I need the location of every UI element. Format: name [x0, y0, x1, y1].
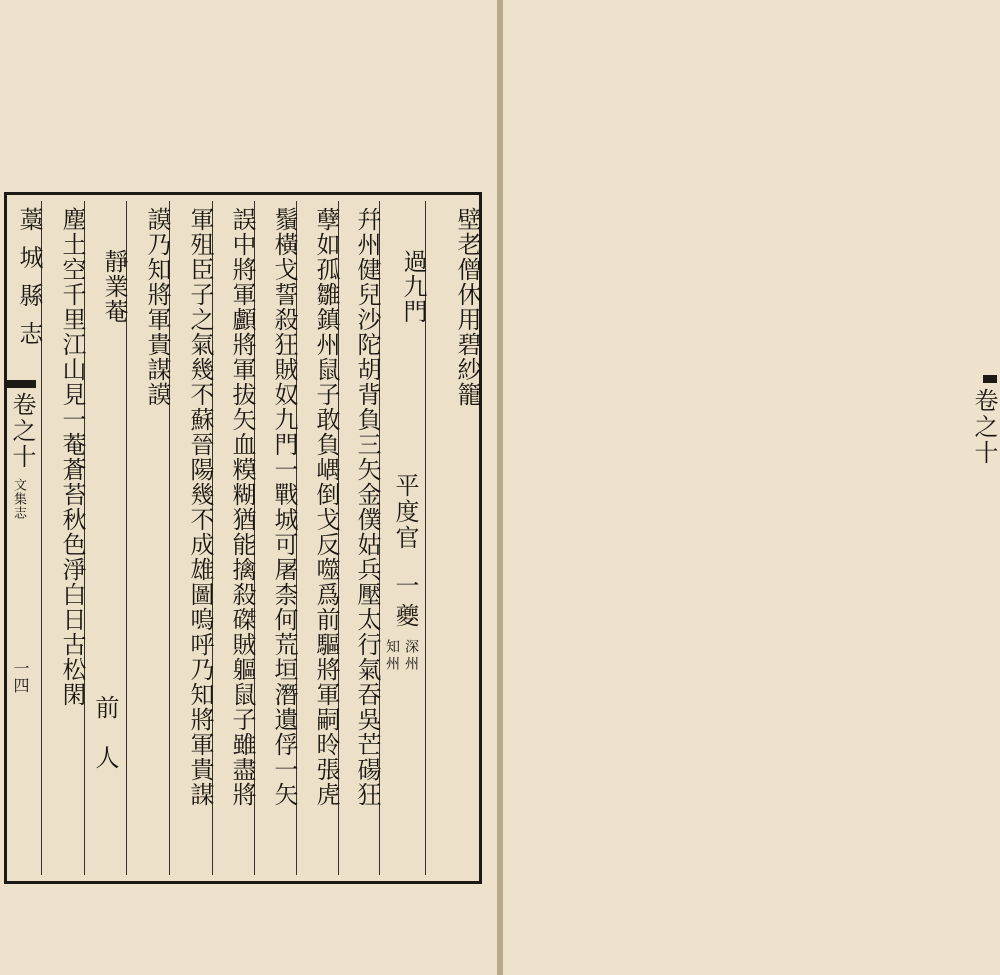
author-note-right: 深州 — [403, 639, 419, 673]
poem-line-2: 幷州健兒沙陀胡背負三矢金僕姑兵壓太行氣吞吳芒碭狂 — [338, 201, 379, 875]
poem-line-5: 誤中將軍顱將軍拔矢血糢糊猶能擒殺磔賊軀鼠子雖盡將 — [212, 201, 254, 875]
author-note-left: 知州 — [384, 639, 400, 673]
poem-line-3: 孽如孤雛鎮州鼠子敢負嵎倒戈反噬爲前驅將軍嗣昤張虎 — [296, 201, 338, 875]
margin-page-number: 一四 — [11, 660, 30, 694]
margin-column — [7, 201, 41, 875]
poem-title-jingyean: 靜業菴 — [84, 201, 126, 875]
author-former: 前人 — [91, 695, 119, 795]
poem-line-7: 謨乃知將軍貴謀謨 — [126, 201, 169, 875]
poem-line-4: 鬚橫戈誓殺狂賊奴九門一戰城可屠柰何荒垣潛遺俘一矢 — [254, 201, 296, 875]
author-name: 一夔 — [391, 573, 419, 633]
author-title: 平度官 — [391, 473, 419, 551]
left-text-frame — [4, 192, 482, 884]
margin-volume: 卷之十 — [8, 392, 36, 470]
fishtail-mark — [4, 380, 36, 388]
right-page — [503, 0, 1000, 975]
margin-title: 藁城縣志 — [15, 207, 43, 359]
left-page — [0, 0, 497, 975]
margin-volume-right: 卷之十 — [970, 388, 998, 466]
margin-section: 文集志 — [11, 478, 26, 520]
poem-line-1: 壁老僧休用碧紗籠 — [425, 201, 479, 875]
poem-line-8: 塵土空千里江山見一菴蒼苔秋色淨白日古松閑 — [41, 201, 84, 875]
poem-line-6: 軍殂臣子之氣幾不蘇晉陽幾不成雄圖嗚呼乃知將軍貴謀 — [169, 201, 212, 875]
poem-title-guojiumen: 過九門 — [379, 201, 425, 875]
fishtail-mark-right — [983, 375, 997, 383]
